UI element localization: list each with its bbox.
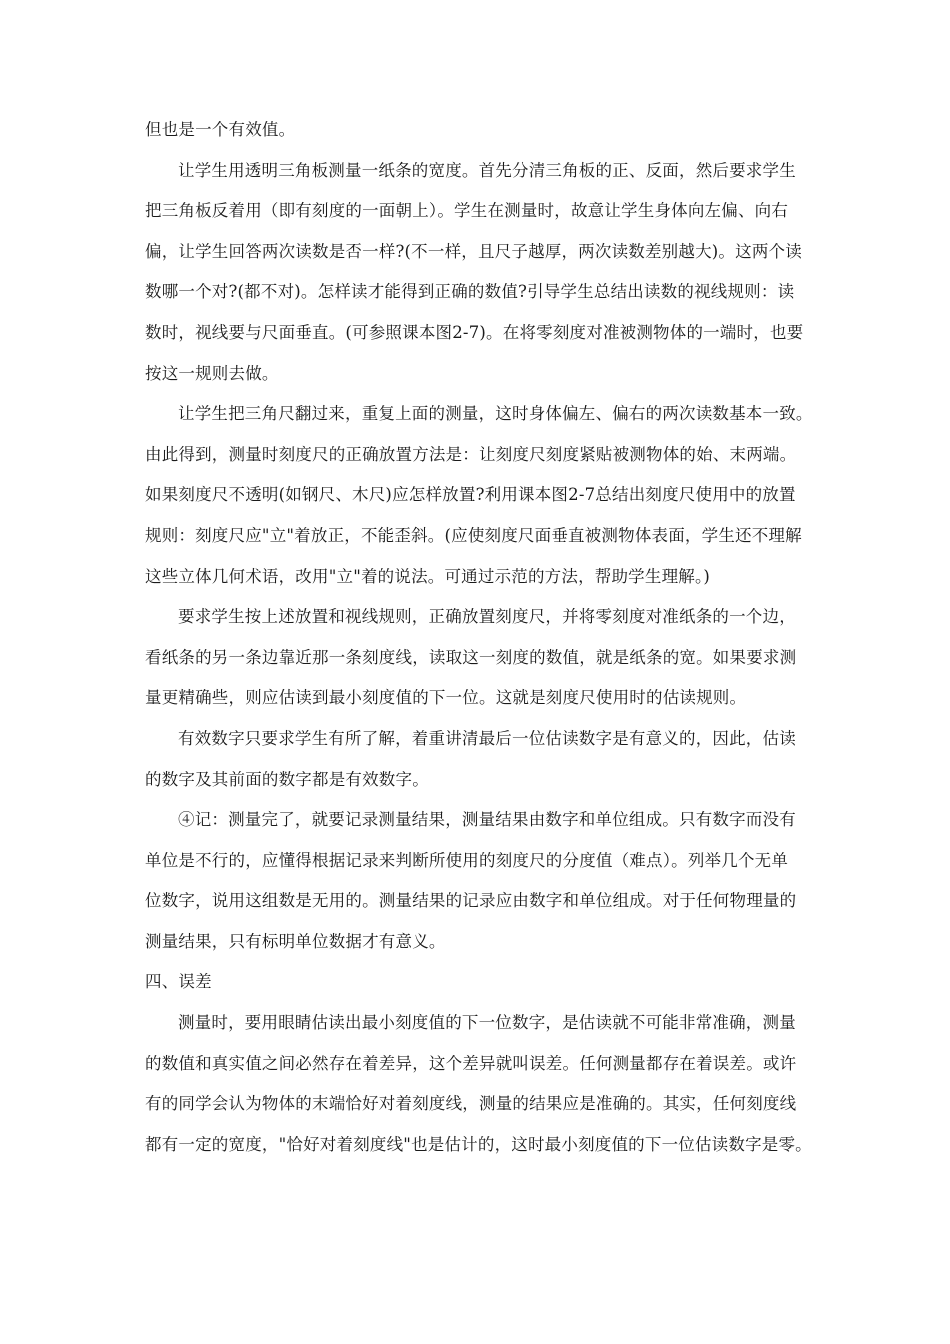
text-line-9: 由此得到，测量时刻度尺的正确放置方法是：让刻度尺刻度紧贴被测物体的始、末两端。 [145,444,797,464]
text-line-3: 把三角板反着用（即有刻度的一面朝上）。学生在测量时，故意让学生身体向左偏、向右 [145,201,789,221]
text-line-21: 测量结果，只有标明单位数据才有意义。 [145,931,446,951]
document-page [145,110,817,1165]
text-line-19: 单位是不行的，应懂得根据记录来判断所使用的刻度尺的分度值（难点）。列举几个无单 [145,850,789,870]
text-line-7: 按这一规则去做。 [145,363,279,383]
text-line-15: 量更精确些，则应估读到最小刻度值的下一位。这就是刻度尺使用时的估读规则。 [145,688,747,708]
text-line-11: 规则：刻度尺应"立"着放正，不能歪斜。(应使刻度尺面垂直被测物体表面，学生还不理解 [145,525,802,545]
text-line-13: 要求学生按上述放置和视线规则，正确放置刻度尺，并将零刻度对准纸条的一个边， [178,607,796,627]
text-line-26: 都有一定的宽度，"恰好对着刻度线"也是估计的，这时最小刻度值的下一位估读数字是零。 [145,1134,812,1154]
text-line-14: 看纸条的另一条边靠近那一条刻度线，读取这一刻度的数值，就是纸条的宽。如果要求测 [145,647,797,667]
text-line-17: 的数字及其前面的数字都是有效数字。 [145,769,429,789]
section-heading: 四、误差 [145,972,212,992]
text-line-1: 但也是一个有效值。 [145,120,296,139]
text-line-20: 位数字，说用这组数是无用的。测量结果的记录应由数字和单位组成。对于任何物理量的 [145,891,797,911]
text-line-6: 数时，视线要与尺面垂直。(可参照课本图2-7)。在将零刻度对准被测物体的一端时，也要 [145,322,804,342]
text-line-23: 测量时，要用眼睛估读出最小刻度值的下一位数字，是估读就不可能非常准确，测量 [178,1013,796,1033]
text-line-25: 有的同学会认为物体的末端恰好对着刻度线，测量的结果应是准确的。其实，任何刻度线 [145,1094,797,1114]
text-line-10: 如果刻度尺不透明(如钢尺、木尺)应怎样放置?利用课本图2-7总结出刻度尺使用中的放置 [145,485,796,505]
text-line-24: 的数值和真实值之间必然存在着差异，这个差异就叫误差。任何测量都存在着误差。或许 [145,1053,797,1073]
text-line-16: 有效数字只要求学生有所了解，着重讲清最后一位估读数字是有意义的，因此，估读 [178,728,796,748]
text-line-12: 这些立体几何术语，改用"立"着的说法。可通过示范的方法，帮助学生理解。) [145,566,711,586]
text-line-5: 数哪一个对?(都不对)。怎样读才能得到正确的数值?引导学生总结出读数的视线规则：读 [145,282,795,302]
text-line-2: 让学生用透明三角板测量一纸条的宽度。首先分清三角板的正、反面，然后要求学生 [178,160,796,180]
text-line-8: 让学生把三角尺翻过来，重复上面的测量，这时身体偏左、偏右的两次读数基本一致。 [178,404,813,424]
text-line-4: 偏，让学生回答两次读数是否一样?(不一样，且尺子越厚，两次读数差别越大)。这两个读 [145,241,802,261]
text-line-18: ④记：测量完了，就要记录测量结果，测量结果由数字和单位组成。只有数字而没有 [178,810,796,830]
